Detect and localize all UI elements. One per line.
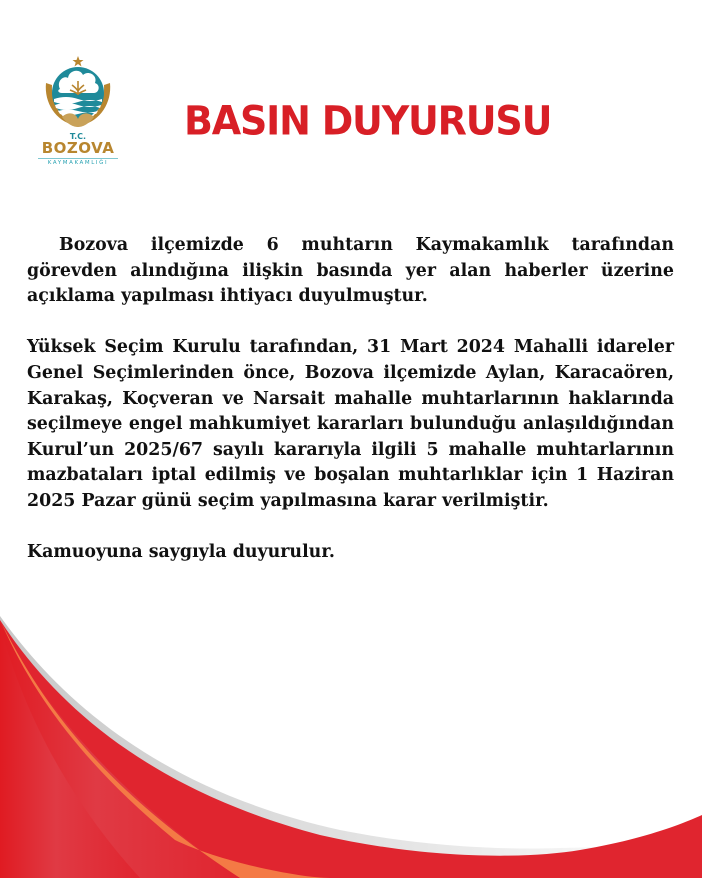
- paragraph-closing: Kamuoyuna saygıyla duyurulur.: [27, 542, 335, 563]
- page-title: BASIN DUYURUSU: [184, 97, 552, 145]
- paragraph-intro: Bozova ilçemizde 6 muhtarın Kaymakamlık tarafından görevden alındığına ilişkin basında yer alan haberler üzerine açıklama yapılması ihtiyacı duyulmuştur.: [27, 235, 674, 307]
- announcement-body: [27, 233, 674, 591]
- paragraph-details: Yüksek Seçim Kurulu tarafından, 31 Mart 2024 Mahalli idareler Genel Seçimlerinden önce, Bozova ilçemizde Aylan, Karacaören, Karakaş, Koçveran ve Narsait mahalle muhtarlarının haklarında seçilmeye engel mahkumiyet kararları bulunduğu anlaşıldığından Kurul’un 2025/67 sayılı kararıyla ilgili 5 mahalle muhtarlarının mazbataları iptal edilmiş ve boşalan muhtarlıklar için 1 Haziran 2025 Pazar günü seçim yapılmasına karar verilmiştir.: [27, 337, 674, 511]
- bozova-kaymakamligi-logo: [38, 55, 118, 175]
- logo-sub-label: KAYMAKAMLIĞI: [38, 158, 118, 166]
- logo-name-label: BOZOVA: [41, 139, 115, 157]
- emblem-icon: [38, 55, 118, 133]
- logo-tc-label: T.C.: [69, 132, 87, 141]
